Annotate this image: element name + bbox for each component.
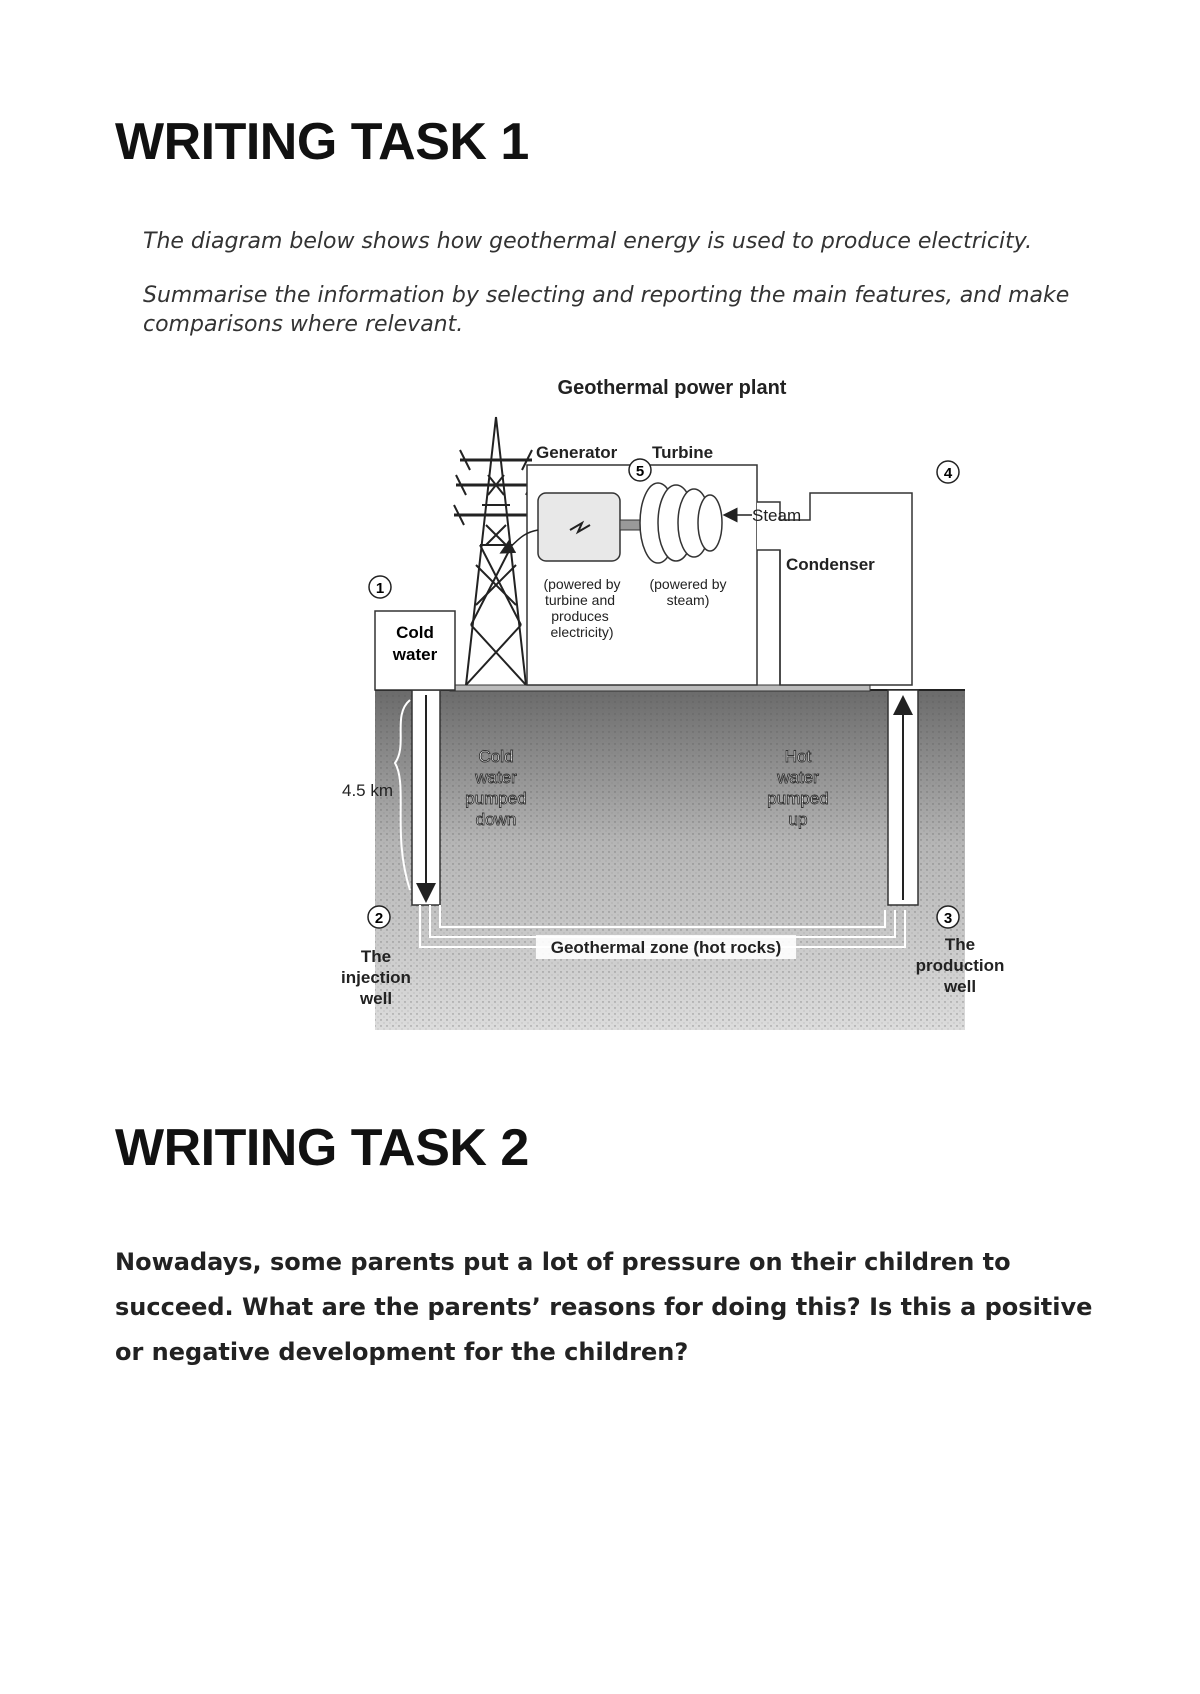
production-well — [888, 690, 918, 905]
svg-text:Cold: Cold — [478, 747, 514, 766]
geothermal-diagram — [320, 365, 1020, 1045]
task2-heading: WRITING TASK 2 — [115, 1119, 529, 1177]
svg-text:The: The — [360, 947, 392, 966]
task1-heading: WRITING TASK 1 — [115, 113, 529, 171]
condenser-label: Condenser — [786, 555, 875, 574]
step-2 — [368, 906, 390, 928]
svg-text:pumped: pumped — [767, 789, 829, 808]
step-4 — [937, 461, 959, 483]
svg-text:4: 4 — [943, 465, 953, 482]
turbine-label: Turbine — [652, 443, 714, 462]
cold-water-label-1: Cold — [396, 623, 434, 642]
diagram-title: Geothermal power plant — [557, 377, 787, 399]
ground — [375, 685, 965, 1030]
svg-text:up: up — [788, 810, 808, 829]
svg-text:1: 1 — [375, 580, 385, 597]
svg-text:turbine and: turbine and — [544, 592, 616, 608]
svg-text:down: down — [475, 810, 517, 829]
svg-text:well: well — [943, 977, 977, 996]
turbine-icon — [640, 483, 722, 563]
svg-text:produces: produces — [551, 608, 609, 624]
svg-text:water: water — [475, 768, 517, 787]
svg-text:steam): steam) — [666, 592, 710, 608]
injection-well — [412, 690, 440, 905]
svg-text:The: The — [944, 935, 976, 954]
generator-label: Generator — [536, 443, 618, 462]
step-3 — [937, 906, 959, 928]
depth-label: 4.5 km — [342, 781, 394, 800]
svg-text:5: 5 — [635, 463, 645, 480]
svg-text:injection: injection — [341, 968, 411, 987]
svg-text:2: 2 — [374, 910, 384, 927]
steam-label: Steam — [752, 506, 802, 525]
step-1 — [369, 576, 391, 598]
svg-text:3: 3 — [943, 910, 953, 927]
svg-text:production: production — [915, 956, 1005, 975]
svg-text:Hot: Hot — [784, 747, 812, 766]
svg-text:water: water — [777, 768, 819, 787]
svg-text:well: well — [359, 989, 393, 1008]
zone-label: Geothermal zone (hot rocks) — [550, 938, 782, 957]
cold-water-label-2: water — [392, 645, 438, 664]
pylon-icon — [454, 417, 538, 685]
svg-text:(powered by: (powered by — [649, 576, 727, 592]
cold-water-tank — [375, 611, 455, 690]
svg-text:pumped: pumped — [465, 789, 527, 808]
task1-prompt-instructions: Summarise the information by selecting and reporting the main features, and make comparisons where relevant. — [143, 283, 1070, 337]
task2-question: Nowadays, some parents put a lot of pressure on their children to succeed. What are the parents’ reasons for doing this? Is this a positive or negative development for the children? — [115, 1248, 1093, 1366]
svg-text:(powered by: (powered by — [543, 576, 621, 592]
step-5 — [629, 459, 651, 481]
task1-prompt-intro: The diagram below shows how geothermal energy is used to produce electricity. — [143, 229, 1033, 254]
svg-text:electricity): electricity) — [550, 624, 614, 640]
